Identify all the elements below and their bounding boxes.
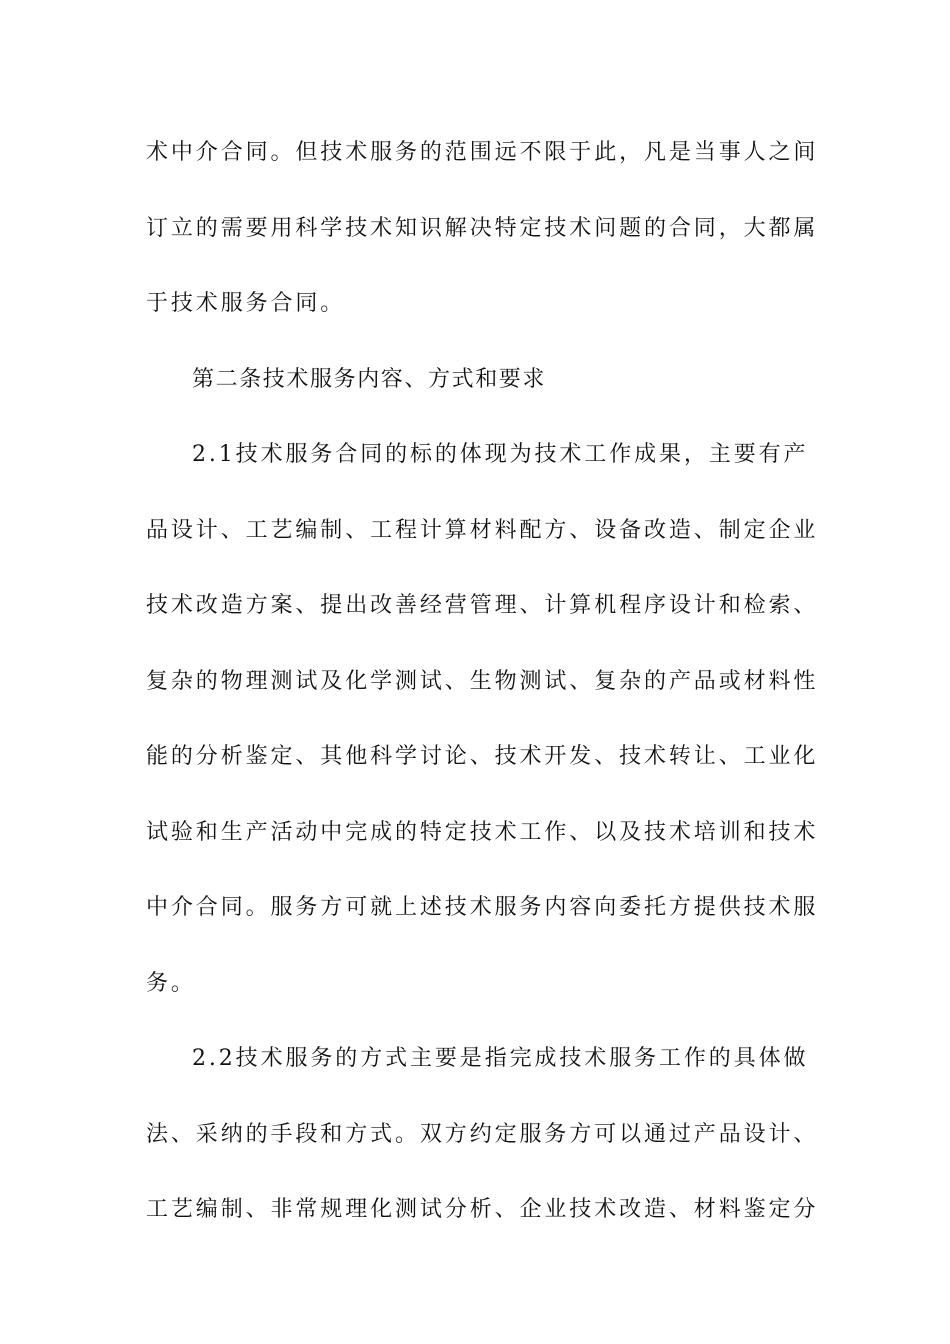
text-line-6: 品设计、工艺编制、工程计算材料配方、设备改造、制定企业 <box>146 517 819 543</box>
document-body <box>146 128 819 1261</box>
text-line-13: 2.2技术服务的方式主要是指完成技术服务工作的具体做 <box>192 1046 809 1071</box>
text-line-14: 法、采纳的手段和方式。双方约定服务方可以通过产品设计、 <box>146 1121 819 1147</box>
text-line-8: 复杂的物理测试及化学测试、生物测试、复杂的产品或材料性 <box>146 668 819 694</box>
text-line-3: 于技术服务合同。 <box>146 291 346 316</box>
text-line-1: 术中介合同。但技术服务的范围远不限于此，凡是当事人之间 <box>146 140 819 165</box>
text-line-2: 订立的需要用科学技术知识解决特定技术问题的合同，大都属 <box>146 215 819 241</box>
section-heading: 第二条技术服务内容、方式和要求 <box>192 366 547 392</box>
text-line-10: 试验和生产活动中完成的特定技术工作、以及技术培训和技术 <box>146 819 819 845</box>
text-line-9: 能的分析鉴定、其他科学讨论、技术开发、技术转让、工业化 <box>146 744 819 769</box>
text-line-12: 务。 <box>146 970 196 996</box>
text-line-15: 工艺编制、非常规理化测试分析、企业技术改造、材料鉴定分 <box>146 1197 819 1222</box>
text-line-11: 中介合同。服务方可就上述技术服务内容向委托方提供技术服 <box>146 895 819 920</box>
text-line-5: 2.1技术服务合同的标的体现为技术工作成果，主要有产 <box>192 442 809 467</box>
text-line-7: 技术改造方案、提出改善经营管理、计算机程序设计和检索、 <box>146 593 819 618</box>
